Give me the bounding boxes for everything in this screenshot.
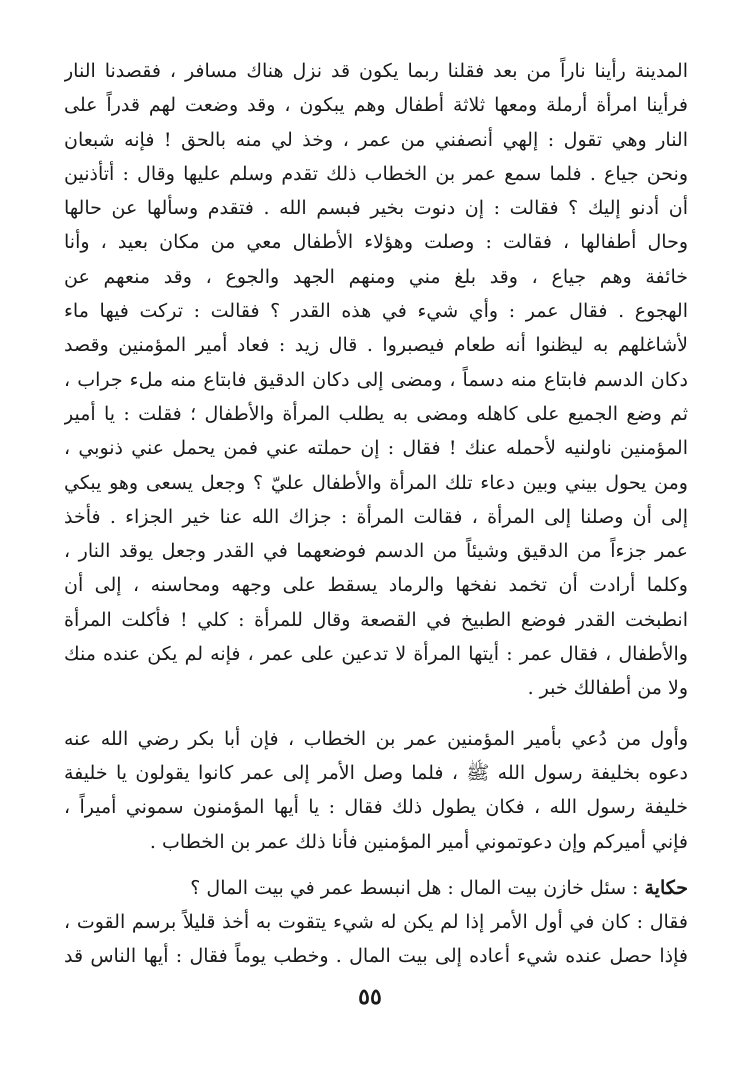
text-line: فإني أميركم وإن دعوتموني أمير المؤمنين فأنا ذلك عمر بن الخطاب . — [149, 830, 688, 853]
text-line: فقال : كان في أول الأمر إذا لم يكن له شيء يتقوت به أخذ قليلاً برسم القوت ، — [64, 911, 688, 934]
text-line: وكلما أرادت أن تخمد نفخها والرماد يسقط على وجهه ومحاسنه ، إلى أن — [64, 574, 688, 597]
text-line: ونحن جياع . فلما سمع عمر بن الخطاب ذلك تقدم وسلم عليها وقال : أتأذنين — [64, 162, 688, 185]
text-line: فإذا حصل عنده شيء أعاده إلى بيت المال . وخطب يوماً فقال : أيها الناس قد — [64, 945, 688, 968]
text-line: خليفة رسول الله ، فكان يطول ذلك فقال : يا أيها المؤمنون سموني أميراً ، — [64, 796, 688, 819]
paragraph-title-origin — [64, 722, 688, 859]
text-line: انطبخت القدر فوضع الطبيخ في القصعة وقال للمرأة : كلي ! فأكلت المرأة — [64, 608, 688, 631]
paragraph-story — [64, 54, 688, 706]
text-line: المدينة رأينا ناراً من بعد فقلنا ربما يكون قد نزل هناك مسافر ، فقصدنا النار — [64, 60, 688, 82]
anecdote-first-line: : سئل خازن بيت المال : هل انبسط عمر في بيت المال ؟ — [190, 876, 645, 899]
text-line — [64, 871, 688, 905]
text-line: النار وهي تقول : إلهي أنصفني من عمر ، وخذ لي منه بالحق ! فإنه شبعان — [64, 128, 688, 151]
anecdote-heading: حكاية — [644, 876, 688, 899]
text-line: دعوه بخليفة رسول الله ﷺ ، فلما وصل الأمر إلى عمر كانوا يقولون يا خليفة — [64, 761, 688, 784]
text-line: وأول من دُعي بأمير المؤمنين عمر بن الخطاب ، فإن أبا بكر رضي الله عنه — [64, 727, 688, 750]
text-line: عمر جزءاً من الدقيق وشيئاً من الدسم فوضعهما في القدر وجعل يوقد النار ، — [64, 540, 688, 563]
text-line: ولا من أطفالك خبر . — [527, 677, 688, 700]
page-body — [64, 54, 688, 974]
text-line: المؤمنين ناولنيه لأحمله عنك ! فقال : إن حملته عني فمن يحمل عني ذنوبي ، — [64, 437, 688, 460]
text-line: ثم وضع الجميع على كاهله ومضى به يطلب المرأة والأطفال ؛ فقلت : يا أمير — [64, 402, 688, 425]
text-line: والأطفال ، فقال عمر : أيتها المرأة لا تدعين على عمر ، فإنه لم يكن عنده منك — [64, 643, 688, 666]
text-line: لأشاغلهم به ليظنوا أنه طعام فيصبروا . قال زيد : فعاد أمير المؤمنين وقصد — [64, 334, 688, 357]
text-line: الهجوع . فقال عمر : وأي شيء في هذه القدر ؟ فقالت : تركت فيها ماء — [64, 300, 688, 323]
text-line: خائفة وهم جياع ، وقد بلغ مني ومنهم الجهد والجوع ، وقد منعهم عن — [64, 265, 688, 288]
text-line: أن أدنو إليك ؟ فقالت : إن دنوت بخير فبسم الله . فتقدم وسألها عن حالها — [64, 197, 688, 220]
text-line: وحال أطفالها ، فقالت : وصلت وهؤلاء الأطفال معي من مكان بعيد ، وأنا — [64, 231, 688, 254]
page-number: ٥٥ — [358, 984, 382, 1010]
text-line: ومن يحول بيني وبين دعاء تلك المرأة والأطفال عليّ ؟ وجعل يسعى وهو يبكي — [64, 471, 688, 494]
text-line: دكان الدسم فابتاع منه دسماً ، ومضى إلى دكان الدقيق فابتاع منه ملء جراب ، — [64, 368, 688, 391]
text-line: فرأينا امرأة أرملة ومعها ثلاثة أطفال وهم يبكون ، وقد وضعت لهم قدراً على — [64, 94, 688, 117]
text-line: إلى أن وصلنا إلى المرأة ، فقالت المرأة : جزاك الله عنا خير الجزاء . فأخذ — [64, 505, 688, 528]
paragraph-anecdote — [64, 871, 688, 974]
